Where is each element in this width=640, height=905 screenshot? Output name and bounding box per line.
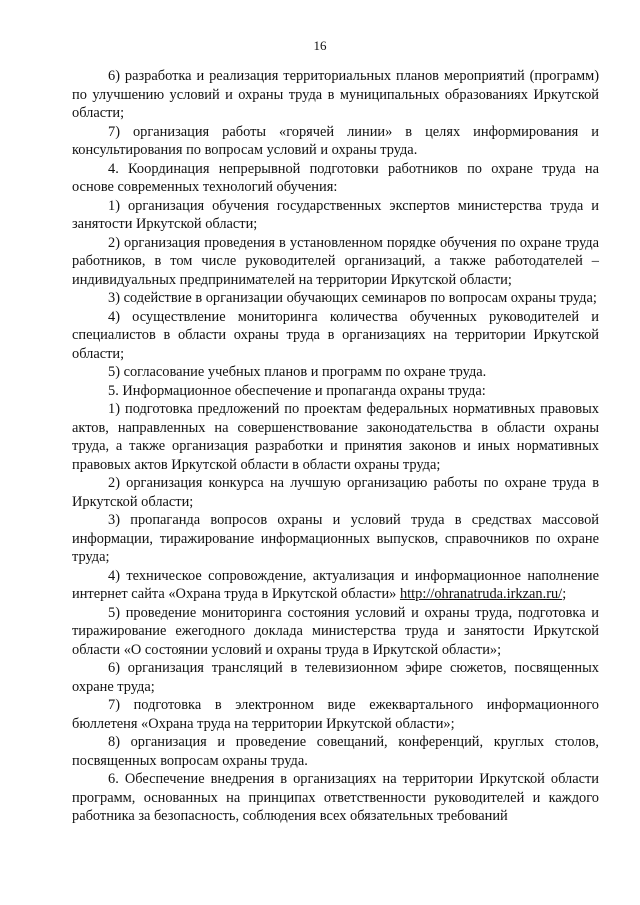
paragraph: 7) подготовка в электронном виде ежеквартального информационного бюллетеня «Охрана труда на территории Иркутской области»; xyxy=(72,697,599,732)
paragraph: 2) организация проведения в установленном порядке обучения по охране труда работников, в том числе руководителей организаций, а также работодателей – индивидуальных предпринимателей на территории Иркутской области; xyxy=(72,234,599,288)
paragraph: 2) организация конкурса на лучшую организацию работы по охране труда в Иркутской области; xyxy=(72,475,599,510)
paragraph: 6) разработка и реализация территориальных планов мероприятий (программ) по улучшению условий и охраны труда в муниципальных образованиях Иркутской области; xyxy=(72,68,599,121)
paragraph: 7) организация работы «горячей линии» в целях информирования и консультирования по вопросам условий и охраны труда. xyxy=(72,123,599,158)
website-link[interactable]: http://ohranatruda.irkzan.ru/ xyxy=(399,586,563,602)
section-heading-4: 4. Координация непрерывной подготовки работников по охране труда на основе современных технологий обучения: xyxy=(72,160,599,195)
paragraph: 5) проведение мониторинга состояния условий и охраны труда, подготовка и тиражирование ежегодного доклада министерства труда и занятости Иркутской области «О состоянии условий и охраны труда в Иркутской области»; xyxy=(72,604,599,658)
paragraph: 5) согласование учебных планов и программ по охране труда. xyxy=(108,364,487,380)
paragraph-text: 4) техническое сопровождение, актуализация и информационное наполнение интернет сайта «Охрана труда в Иркутской области» xyxy=(72,567,599,602)
section-heading-6: 6. Обеспечение внедрения в организациях на территории Иркутской области программ, основанных на принципах ответственности руководителей и каждого работника за безопасность, соблюдения всех обязательных требований xyxy=(72,771,599,824)
paragraph: 1) организация обучения государственных экспертов министерства труда и занятости Иркутской области; xyxy=(72,197,599,232)
page-number: 16 xyxy=(313,38,327,53)
paragraph: 6) организация трансляций в телевизионном эфире сюжетов, посвященных охране труда; xyxy=(72,660,599,695)
document-body xyxy=(72,67,599,826)
paragraph: 8) организация и проведение совещаний, конференций, круглых столов, посвященных вопросам охраны труда. xyxy=(72,734,599,769)
paragraph-suffix: ; xyxy=(562,586,567,602)
paragraph: 4) осуществление мониторинга количества обученных руководителей и специалистов в области охраны труда в организациях на территории Иркутской области; xyxy=(72,308,599,362)
paragraph: 1) подготовка предложений по проектам федеральных нормативных правовых актов, направленных на совершенствование законодательства в области охраны труда, а также организация разработки и принятия законов и иных нормативных правовых актов Иркутской области в области охраны труда; xyxy=(72,401,599,473)
paragraph-with-link xyxy=(72,567,599,604)
paragraph: 3) пропаганда вопросов охраны и условий труда в средствах массовой информации, тиражирование информационных выпусков, справочников по охране труда; xyxy=(72,512,599,565)
paragraph: 3) содействие в организации обучающих семинаров по вопросам охраны труда; xyxy=(108,290,597,306)
section-heading-5: 5. Информационное обеспечение и пропаганда охраны труда: xyxy=(108,382,486,399)
